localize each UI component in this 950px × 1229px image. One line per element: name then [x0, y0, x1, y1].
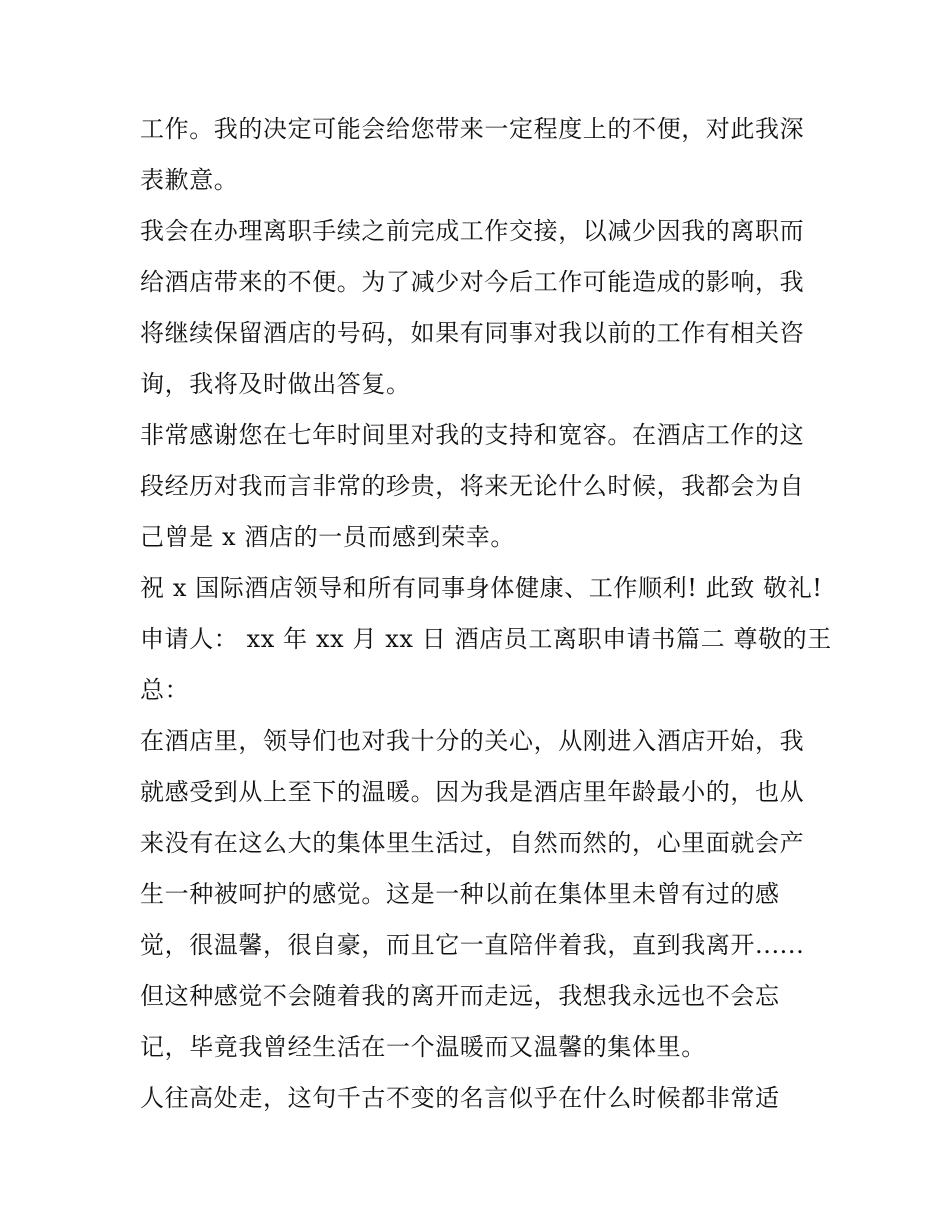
text-line: 工作。我的决定可能会给您带来一定程度上的不便，对此我深 — [140, 115, 805, 143]
document-body — [140, 104, 832, 1124]
text-line: 人往高处走，这句千古不变的名言似乎在什么时候都非常适 — [140, 1084, 780, 1112]
text-line: 段经历对我而言非常的珍贵，将来无论什么时候，我都会为自 — [140, 472, 805, 500]
text-line: 来没有在这么大的集体里生活过，自然而然的，心里面就会产 — [140, 829, 805, 857]
text-line: 在酒店里，领导们也对我十分的关心，从刚进入酒店开始，我 — [140, 727, 805, 755]
text-line: 觉，很温馨，很自豪，而且它一直陪伴着我，直到我离开...... — [140, 931, 805, 959]
text-line: 询，我将及时做出答复。 — [140, 370, 411, 398]
text-line: 己曾是 x 酒店的一员而感到荣幸。 — [140, 523, 515, 551]
text-line: 我会在办理离职手续之前完成工作交接，以减少因我的离职而 — [140, 217, 805, 245]
text-line: 给酒店带来的不便。为了减少对今后工作可能造成的影响，我 — [140, 268, 805, 296]
text-line: 祝 x 国际酒店领导和所有同事身体健康、工作顺利! 此致 敬礼! — [140, 574, 823, 602]
text-line: 总： — [140, 676, 190, 704]
text-line: 非常感谢您在七年时间里对我的支持和宽容。在酒店工作的这 — [140, 421, 805, 449]
text-line: 记，毕竟我曾经生活在一个温暖而又温馨的集体里。 — [140, 1033, 706, 1061]
text-line: 生一种被呵护的感觉。这是一种以前在集体里未曾有过的感 — [140, 880, 780, 908]
text-line: 将继续保留酒店的号码，如果有同事对我以前的工作有相关咨 — [140, 319, 805, 347]
text-line: 申请人： xx 年 xx 月 xx 日 酒店员工离职申请书篇二 尊敬的王 — [140, 625, 832, 653]
text-line: 但这种感觉不会随着我的离开而走远，我想我永远也不会忘 — [140, 982, 780, 1010]
text-line: 就感受到从上至下的温暖。因为我是酒店里年龄最小的，也从 — [140, 778, 805, 806]
text-line: 表歉意。 — [140, 166, 239, 194]
